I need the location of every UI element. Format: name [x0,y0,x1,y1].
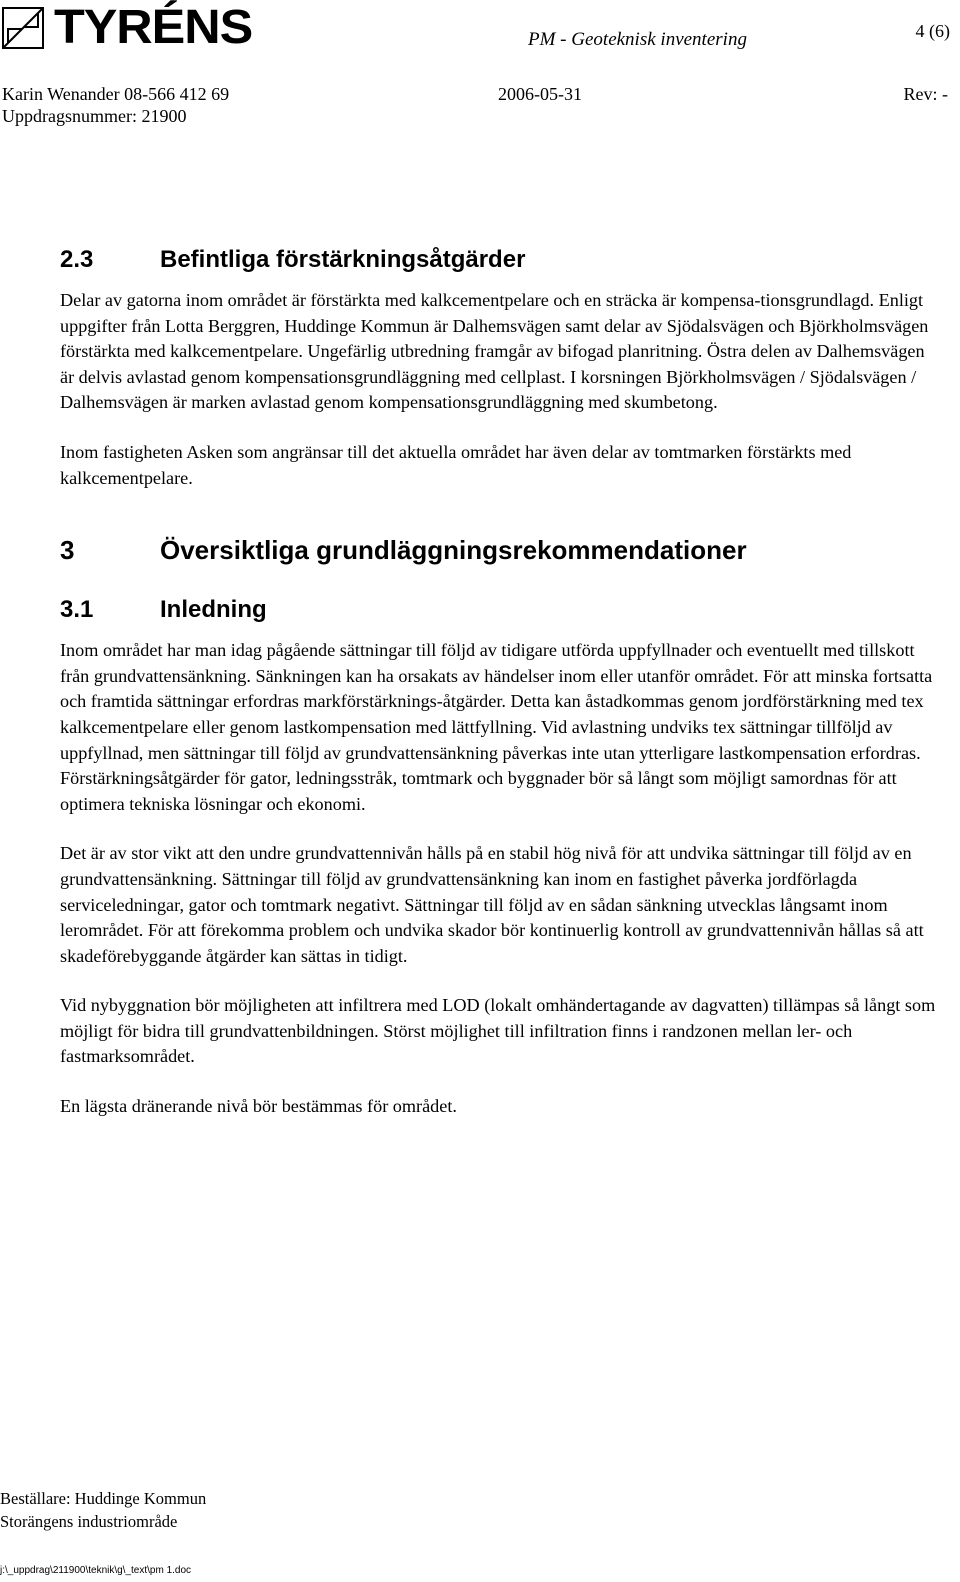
section-title: Inledning [160,596,267,624]
logo-wordmark: TYRÉNS [54,1,253,54]
paragraph: Det är av stor vikt att den undre grundvattennivån hålls på en stabil hög nivå för att undvika sättningar till följd av en grundvattensänkning. Sättningar till följd av grundvattensänkning kan inom en fastighet påverka jordförlagda serviceledningar, gator och tomtmark negativt. Sättningar till följd av en sådan sänkning utvecklas långsamt inom lerområdet. För att förekomma problem och undvika skador bör kontinuerlig kontroll av grundvattennivån hållas så att skadeförebyggande åtgärder kan sättas in tidigt. [60,843,924,966]
footer [0,1487,206,1533]
document-date: 2006-05-31 [498,84,582,104]
author-line: Karin Wenander 08-566 412 69 [2,84,230,104]
client-name: Beställare: Huddinge Kommun [0,1489,207,1508]
section-number: 3 [60,535,75,566]
project-location: Storängens industriområde [0,1512,178,1531]
section-heading-3 [60,535,940,566]
tyrens-logo-icon [2,7,44,49]
company-logo [2,1,253,54]
document-body [60,246,940,1120]
section-number: 2.3 [60,246,94,273]
file-path: j:\_uppdrag\211900\teknik\g\_text\pm 1.doc [0,1565,192,1576]
section-number: 3.1 [60,596,94,624]
section-title: Befintliga förstärkningsåtgärder [160,246,526,273]
section-title: Översiktliga grundläggningsrekommendationer [160,535,747,566]
page-number: 4 (6) [915,21,950,41]
paragraph: En lägsta dränerande nivå bör bestämmas för området. [60,1096,457,1117]
section-heading-3-1 [60,596,940,624]
paragraph: Delar av gatorna inom området är förstärkta med kalkcementpelare och en sträcka är kompensa-tionsgrundlagd. Enligt uppgifter från Lotta Berggren, Huddinge Kommun är Dalhemsvägen samt delar av Sjödalsvägen och Björkholmsvägen förstärkta med kalkcementpelare. Ungefärlig utbredning framgår av bifogad planritning. Östra delen av Dalhemsvägen är delvis avlastad genom kompensationsgrundläggning med cellplast. I korsningen Björkholmsvägen / Sjödalsvägen / Dalhemsvägen är marken avlastad genom kompensationsgrundläggning med skumbetong. [60,290,929,413]
assignment-number: Uppdragsnummer: 21900 [2,106,187,126]
revision: Rev: - [903,84,948,104]
paragraph: Inom området har man idag pågående sättningar till följd av tidigare utförda uppfyllnader och eventuellt med tillskott från grundvattensänkning. Sänkningen kan ha orsakats av händelser inom eller utanför området. För att minska fortsatta och framtida sättningar erfordras markförstärknings-åtgärder. Detta kan åstadkommas genom jordförstärkning med tex kalkcementpelare eller genom lastkompensation med lättfyllning. Vid avlastning undviks tex sättningar tillföljd av uppfyllnad, men sättningar till följd av grundvattensänkning påverkas inte utan ytterligare lastkompensation erfordras. Förstärkningsåtgärder för gator, ledningsstråk, tomtmark och byggnader bör så långt som möjligt samordnas för att optimera tekniska lösningar och ekonomi. [60,640,933,814]
paragraph: Vid nybyggnation bör möjligheten att infiltrera med LOD (lokalt omhändertagande av dagvatten) tillämpas så långt som möjligt för bidra till grundvattenbildningen. Störst möjlighet till infiltration finns i randzonen mellan ler- och fastmarksområdet. [60,995,936,1067]
section-heading-2-3 [60,246,940,274]
paragraph: Inom fastigheten Asken som angränsar till det aktuella området har även delar av tomtmarken förstärkts med kalkcementpelare. [60,441,852,488]
document-title: PM - Geoteknisk inventering [528,29,747,50]
